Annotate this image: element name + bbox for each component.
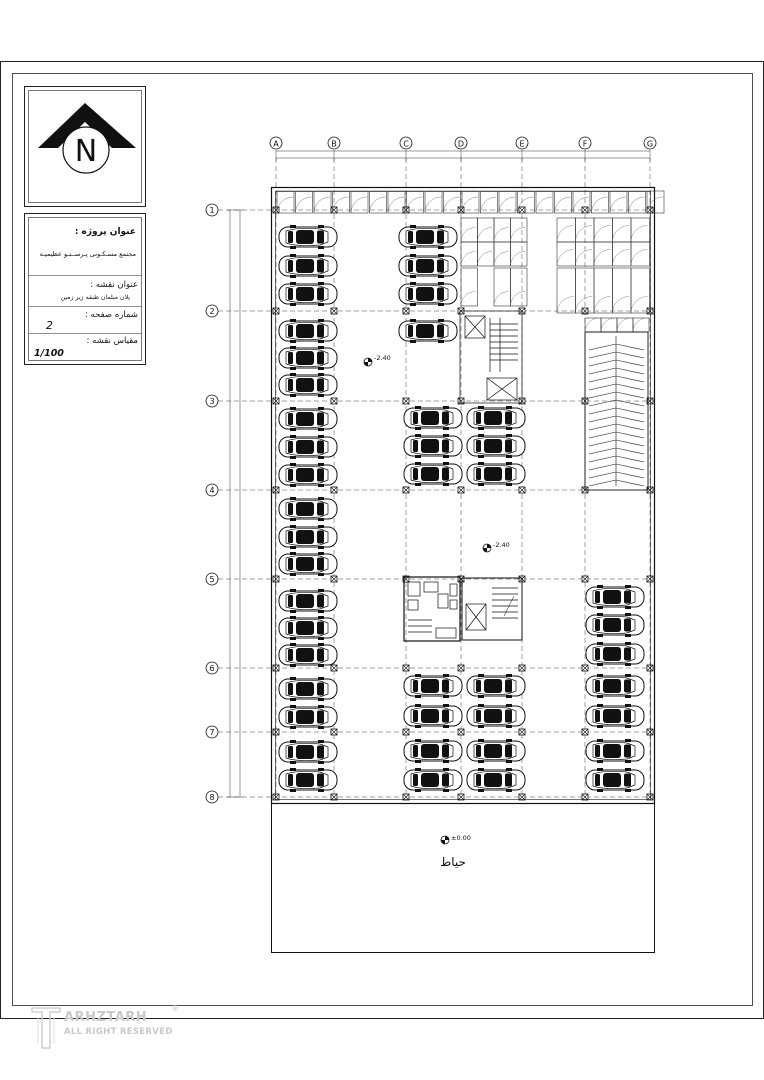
storage-cell xyxy=(557,242,576,266)
column-marker xyxy=(403,729,409,735)
column-marker xyxy=(403,398,409,404)
column-marker xyxy=(582,794,588,800)
scale-value: 1/100 xyxy=(34,348,64,359)
grid-label-row: 7 xyxy=(209,728,215,737)
column-marker xyxy=(403,207,409,213)
storage-cell xyxy=(511,242,528,266)
storage-cell xyxy=(478,218,495,242)
parked-car xyxy=(279,373,337,397)
storage-cell xyxy=(592,191,609,213)
grid-label-row: 6 xyxy=(209,664,215,673)
parked-car xyxy=(586,674,644,698)
storage-cell xyxy=(277,191,294,213)
column-marker xyxy=(458,729,464,735)
storage-cell xyxy=(478,242,495,266)
storage-cell xyxy=(617,318,633,332)
storage-cell xyxy=(629,191,646,213)
grid-label-col: A xyxy=(273,139,279,149)
storage-cell xyxy=(631,242,650,266)
grid-label-row: 8 xyxy=(209,793,215,802)
parked-car xyxy=(399,254,457,278)
column-marker xyxy=(519,794,525,800)
caretaker-unit xyxy=(404,577,460,641)
storage-cell xyxy=(494,218,511,242)
drawing-title-value: پلان مبلمان طبقه زیر زمین xyxy=(60,294,130,301)
parked-car xyxy=(404,768,462,792)
storage-cell xyxy=(511,268,528,306)
parked-car xyxy=(279,497,337,521)
column-marker xyxy=(331,576,337,582)
column-marker xyxy=(403,487,409,493)
stair-core-north xyxy=(460,311,522,403)
storage-cell xyxy=(462,191,479,213)
column-marker xyxy=(331,398,337,404)
storage-cell xyxy=(388,191,405,213)
storage-cell xyxy=(461,268,478,306)
column-marker xyxy=(331,207,337,213)
grid-label-row: 4 xyxy=(209,486,215,495)
column-marker xyxy=(273,576,279,582)
column-marker xyxy=(331,729,337,735)
grid-label-col: E xyxy=(519,139,525,149)
parked-car xyxy=(586,704,644,728)
parked-car xyxy=(279,346,337,370)
ramp xyxy=(585,332,648,490)
watermark-name: ARHZTARH xyxy=(64,1010,148,1025)
storage-cell xyxy=(613,218,632,242)
level-marker-basement-1 xyxy=(364,354,391,366)
column-marker xyxy=(273,487,279,493)
grid-label-col: C xyxy=(403,139,409,149)
column-marker xyxy=(273,794,279,800)
column-marker xyxy=(647,794,653,800)
storage-cell xyxy=(613,268,632,313)
parked-car xyxy=(586,739,644,763)
storage-cell xyxy=(494,242,511,266)
storage-cell xyxy=(601,318,617,332)
parked-car xyxy=(467,739,525,763)
column-marker xyxy=(331,665,337,671)
storage-cell xyxy=(631,268,650,313)
parked-car xyxy=(404,674,462,698)
storage-cell xyxy=(557,268,576,313)
storage-cell xyxy=(633,318,649,332)
parked-car xyxy=(586,768,644,792)
storage-cell xyxy=(555,191,572,213)
storage-cell xyxy=(631,218,650,242)
column-marker xyxy=(273,665,279,671)
column-marker xyxy=(331,794,337,800)
project-title-label: عنوان پروژه : xyxy=(74,227,136,237)
grid-label-col: G xyxy=(646,139,654,149)
parked-car xyxy=(279,677,337,701)
watermark-registered: ® xyxy=(171,1004,179,1013)
column-marker xyxy=(582,665,588,671)
column-marker xyxy=(458,794,464,800)
parked-car xyxy=(279,435,337,459)
column-marker xyxy=(582,576,588,582)
parked-car xyxy=(467,768,525,792)
column-marker xyxy=(458,487,464,493)
column-marker xyxy=(582,207,588,213)
grid-label-row: 5 xyxy=(209,575,215,584)
column-marker xyxy=(519,665,525,671)
svg-text:±0.00: ±0.00 xyxy=(451,834,471,842)
parked-car xyxy=(279,282,337,306)
north-arrow xyxy=(25,87,146,207)
storage-cell xyxy=(511,218,528,242)
column-marker xyxy=(519,207,525,213)
parked-car xyxy=(399,225,457,249)
storage-cell xyxy=(425,191,442,213)
parked-car xyxy=(586,585,644,609)
storage-cell xyxy=(494,268,511,306)
column-marker xyxy=(403,794,409,800)
parked-car xyxy=(467,434,525,458)
parked-car xyxy=(279,463,337,487)
column-marker xyxy=(647,665,653,671)
parked-car xyxy=(467,674,525,698)
column-marker xyxy=(582,729,588,735)
column-marker xyxy=(647,576,653,582)
storage-cell xyxy=(594,218,613,242)
watermark-logo-icon xyxy=(30,1004,62,1050)
parked-car xyxy=(279,589,337,613)
parked-car xyxy=(279,407,337,431)
storage-cell xyxy=(499,191,516,213)
storage-cell xyxy=(594,242,613,266)
svg-text:-2.40: -2.40 xyxy=(374,354,391,362)
storage-cell xyxy=(594,268,613,313)
column-marker xyxy=(403,308,409,314)
column-marker xyxy=(519,487,525,493)
storage-cell xyxy=(370,191,387,213)
sheet-number-label: شماره صفحه : xyxy=(84,310,138,320)
sheet-number-value: 2 xyxy=(46,319,53,332)
parked-car xyxy=(404,739,462,763)
parked-car xyxy=(404,704,462,728)
storage-cell xyxy=(461,242,478,266)
parked-car xyxy=(404,462,462,486)
parked-car xyxy=(586,613,644,637)
grid-label-col: D xyxy=(457,139,465,149)
storage-cell xyxy=(613,242,632,266)
title-block xyxy=(25,214,146,365)
column-marker xyxy=(458,665,464,671)
grid-label-row: 1 xyxy=(209,206,215,215)
column-marker xyxy=(273,729,279,735)
column-marker xyxy=(458,207,464,213)
parked-car xyxy=(399,319,457,343)
column-marker xyxy=(331,487,337,493)
grid-label-row: 3 xyxy=(209,397,215,406)
level-marker-basement-2 xyxy=(483,541,510,552)
storage-cell xyxy=(461,218,478,242)
parked-car xyxy=(404,406,462,430)
parked-car xyxy=(279,319,337,343)
stair-core-south xyxy=(462,578,522,640)
storage-units xyxy=(461,218,650,332)
parked-car xyxy=(404,434,462,458)
watermark xyxy=(30,1002,190,1054)
parked-car xyxy=(279,254,337,278)
drawing-title-label: عنوان نقشه : xyxy=(90,280,138,290)
grid-label-col: F xyxy=(582,139,588,149)
parked-car xyxy=(279,705,337,729)
parked-car xyxy=(467,406,525,430)
column-marker xyxy=(273,398,279,404)
grid-label-row: 2 xyxy=(209,307,215,316)
storage-cell xyxy=(610,191,627,213)
yard-label: حیاط xyxy=(440,855,466,869)
parked-car xyxy=(467,462,525,486)
storage-cell xyxy=(557,218,576,242)
storage-cell xyxy=(296,191,313,213)
parked-car xyxy=(279,643,337,667)
parked-car xyxy=(279,525,337,549)
storage-cell xyxy=(536,191,553,213)
column-marker xyxy=(331,308,337,314)
parked-car xyxy=(279,225,337,249)
parked-car xyxy=(279,552,337,576)
level-marker-yard xyxy=(441,834,471,844)
parked-car xyxy=(279,616,337,640)
svg-text:-2.40: -2.40 xyxy=(493,541,510,549)
parked-car xyxy=(279,740,337,764)
parked-car xyxy=(586,642,644,666)
storage-cell xyxy=(481,191,498,213)
column-marker xyxy=(273,207,279,213)
column-marker xyxy=(519,729,525,735)
scale-label: مقیاس نقشه : xyxy=(86,336,138,346)
north-letter: N xyxy=(74,134,98,169)
parked-car xyxy=(467,704,525,728)
column-marker xyxy=(647,729,653,735)
storage-cell xyxy=(585,318,601,332)
parked-car xyxy=(399,282,457,306)
column-marker xyxy=(273,308,279,314)
watermark-subtitle: ALL RIGHT RESERVED xyxy=(64,1027,173,1037)
project-title-value: مجتمع مسـکـونی پـرســتـو عظیمیـه xyxy=(39,250,136,258)
grid-label-col: B xyxy=(331,139,337,149)
parked-car xyxy=(279,768,337,792)
column-marker xyxy=(403,665,409,671)
storage-cell xyxy=(351,191,368,213)
storage-cell xyxy=(314,191,331,213)
